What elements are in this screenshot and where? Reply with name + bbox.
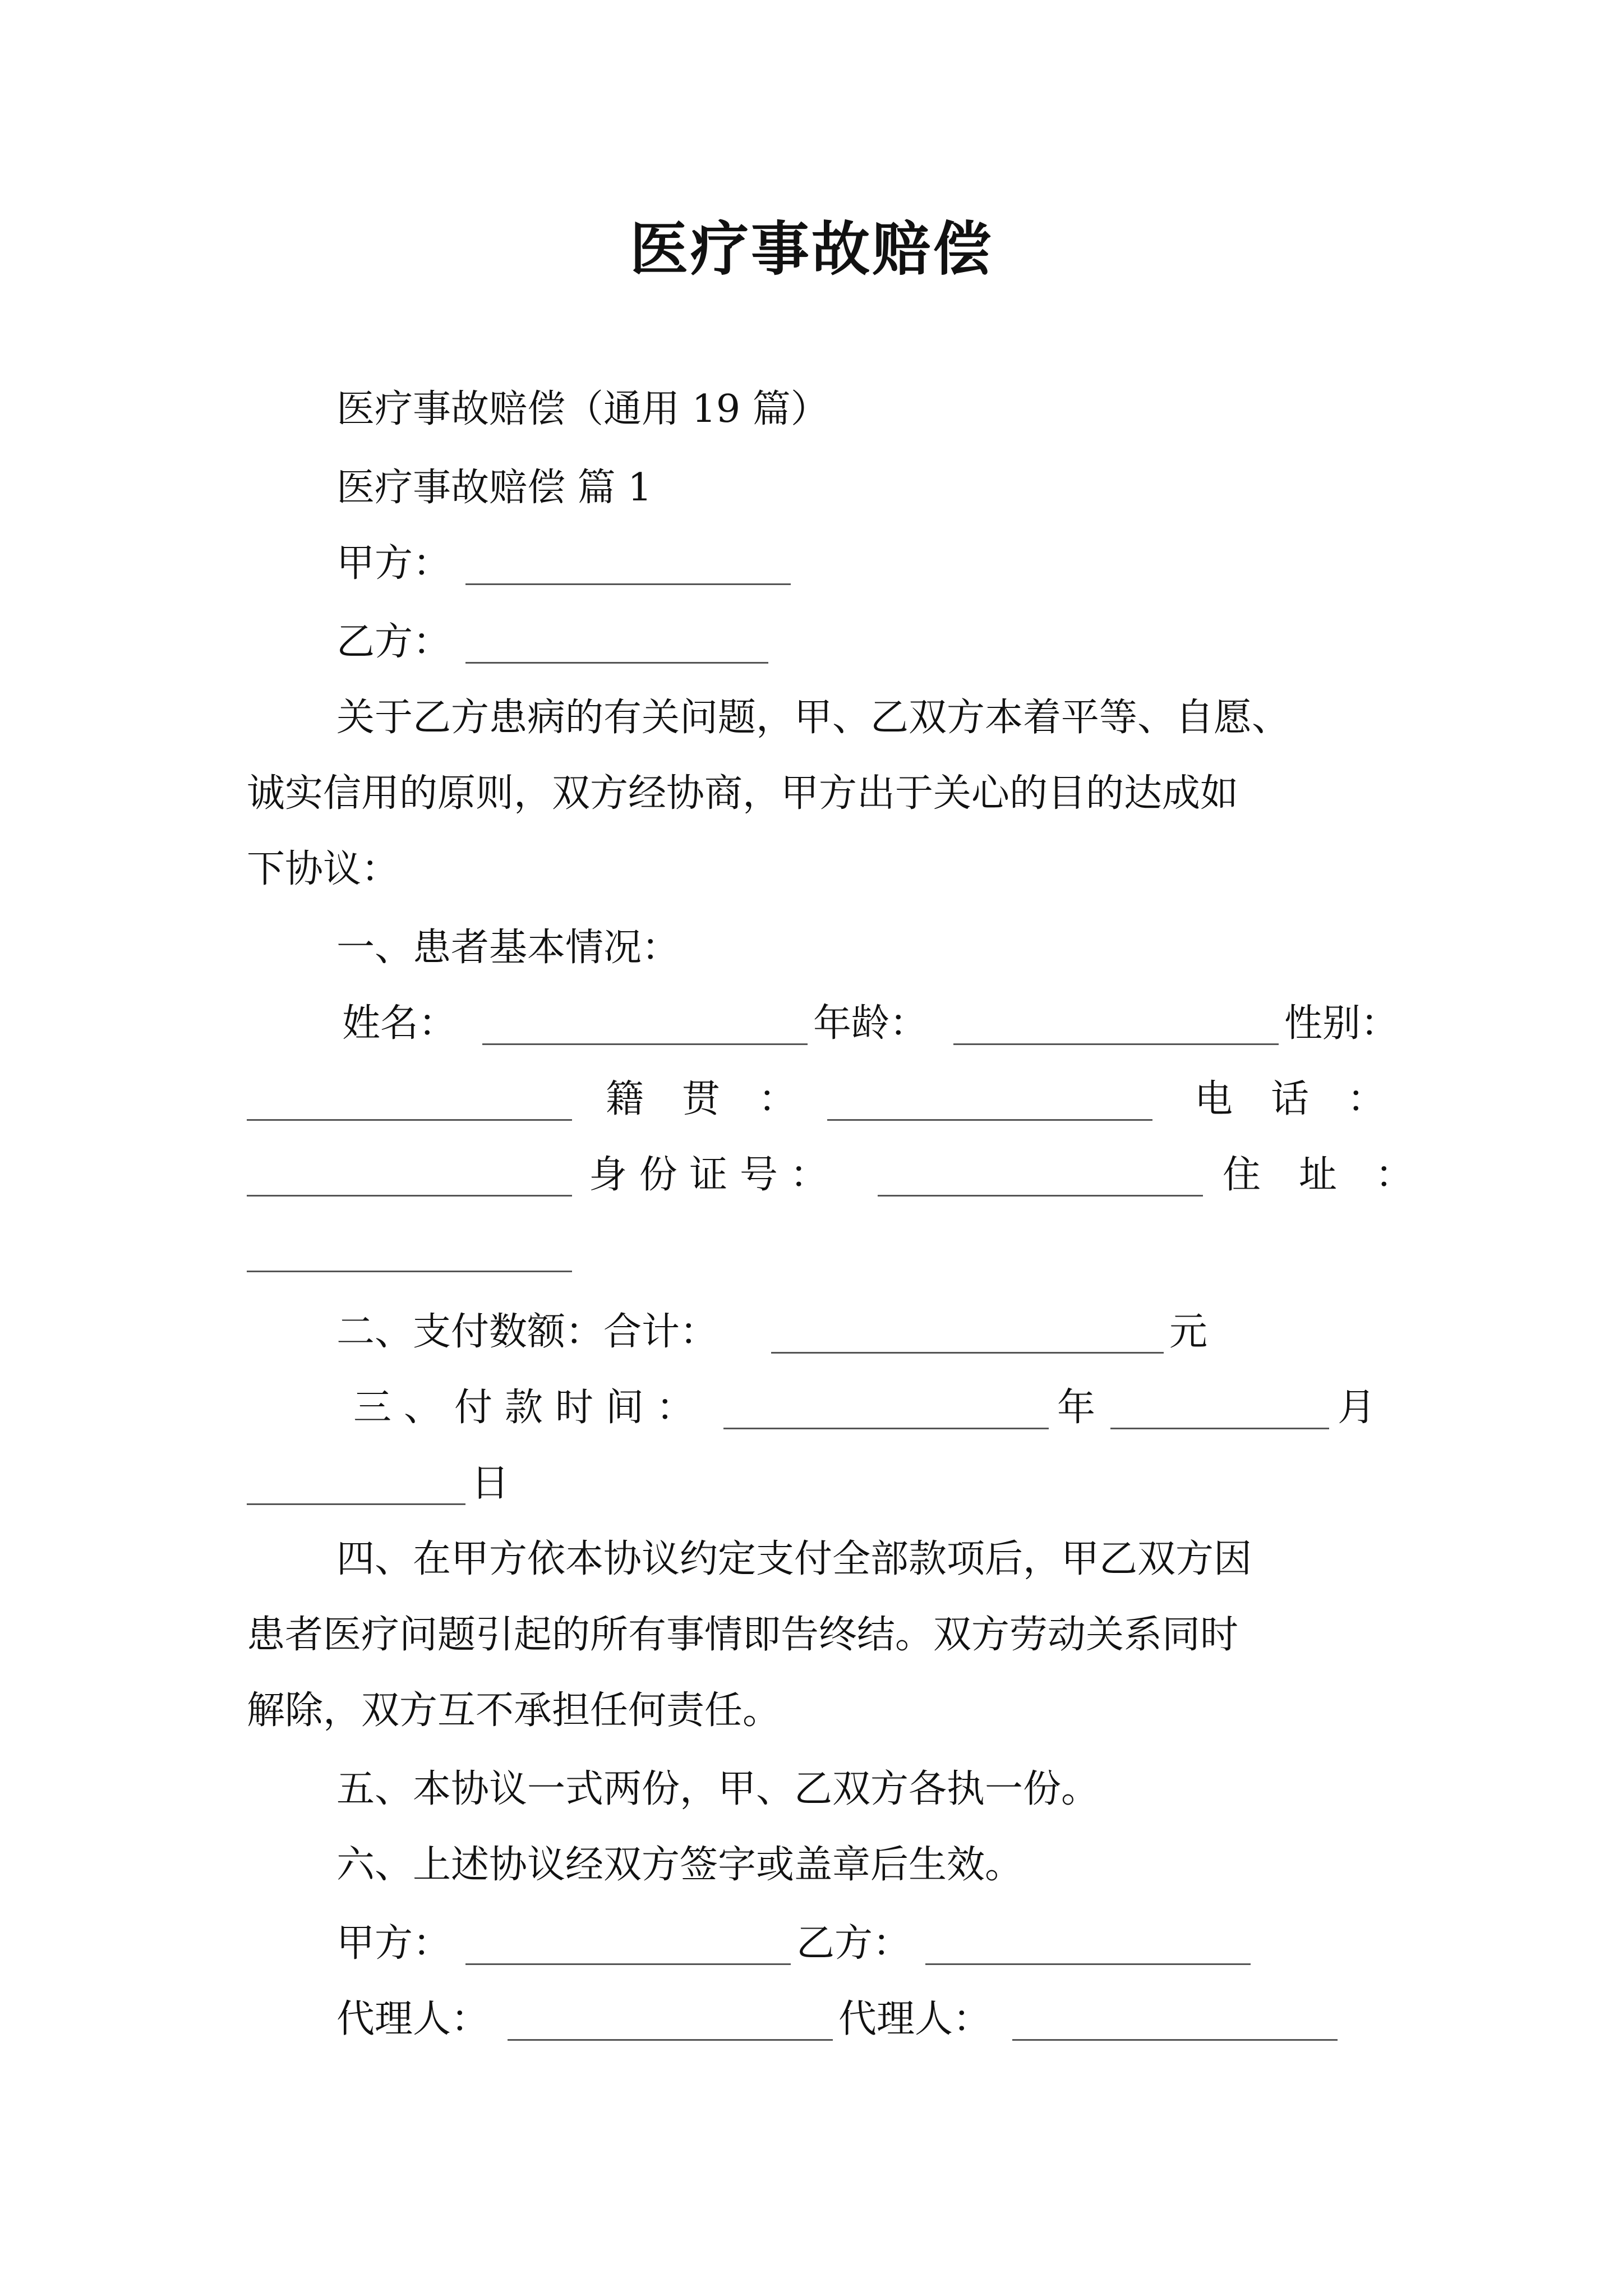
- name-label: 姓名：: [342, 1001, 457, 1046]
- subtitle: 医疗事故赔偿（通用 19 篇）: [336, 387, 829, 431]
- clause5: 五、本协议一式两份，甲、乙双方各执一份。: [336, 1767, 1100, 1811]
- name-blank[interactable]: [482, 1043, 808, 1045]
- document-title: 医疗事故赔偿: [629, 214, 993, 283]
- clause4-line: 解除，双方互不承担任何责任。: [247, 1688, 781, 1733]
- clause4-line: 患者医疗问题引起的所有事情即告终结。双方劳动关系同时: [247, 1613, 1239, 1657]
- sign-party-a-label: 甲方：: [336, 1921, 451, 1966]
- id-number-blank[interactable]: [878, 1195, 1203, 1197]
- agent-b-blank[interactable]: [1012, 2039, 1338, 2041]
- clause2-label: 二、支付数额：合计：: [336, 1310, 718, 1354]
- sign-party-a-blank[interactable]: [465, 1963, 791, 1965]
- year-blank[interactable]: [723, 1428, 1049, 1429]
- phone-blank[interactable]: [247, 1195, 572, 1197]
- party-b-blank[interactable]: [465, 662, 768, 664]
- sign-party-b-blank[interactable]: [925, 1963, 1251, 1965]
- party-a-label: 甲方：: [336, 541, 451, 586]
- age-label: 年龄：: [813, 1001, 928, 1046]
- address-blank[interactable]: [247, 1271, 572, 1272]
- clause3-label: 三、付款时间：: [353, 1386, 707, 1430]
- clause4-line: 四、在甲方依本协议约定支付全部款项后，甲乙双方因: [336, 1537, 1252, 1581]
- month-label: 月: [1338, 1386, 1376, 1430]
- clause6: 六、上述协议经双方签字或盖章后生效。: [336, 1843, 1023, 1887]
- day-blank[interactable]: [247, 1503, 465, 1505]
- id-number-label: 身 份 证 号 ：: [589, 1153, 828, 1197]
- native-place-blank[interactable]: [827, 1119, 1152, 1121]
- amount-blank[interactable]: [771, 1352, 1164, 1354]
- phone-label: 电 话 ：: [1195, 1077, 1386, 1121]
- gender-blank[interactable]: [247, 1119, 572, 1121]
- intro-line: 诚实信用的原则，双方经协商，甲方出于关心的目的达成如: [247, 771, 1239, 816]
- gender-label: 性别：: [1284, 1001, 1399, 1046]
- agent-a-blank[interactable]: [508, 2039, 833, 2041]
- year-label: 年: [1057, 1386, 1096, 1430]
- age-blank[interactable]: [953, 1043, 1279, 1045]
- agent-a-label: 代理人：: [336, 1997, 490, 2041]
- agent-b-label: 代理人：: [838, 1997, 992, 2041]
- day-label: 日: [471, 1461, 510, 1506]
- sign-party-b-label: 乙方：: [796, 1921, 911, 1966]
- clause1-heading: 一、患者基本情况：: [336, 926, 680, 970]
- party-a-blank[interactable]: [465, 583, 791, 585]
- clause2-unit: 元: [1169, 1310, 1208, 1354]
- section-heading: 医疗事故赔偿 篇 1: [336, 466, 652, 510]
- native-place-label: 籍 贯 ：: [606, 1077, 797, 1121]
- party-b-label: 乙方：: [336, 620, 451, 664]
- address-label: 住 址 ：: [1223, 1153, 1414, 1197]
- intro-line: 下协议：: [247, 847, 400, 891]
- intro-line: 关于乙方患病的有关问题，甲、乙双方本着平等、自愿、: [336, 696, 1290, 740]
- month-blank[interactable]: [1110, 1428, 1329, 1429]
